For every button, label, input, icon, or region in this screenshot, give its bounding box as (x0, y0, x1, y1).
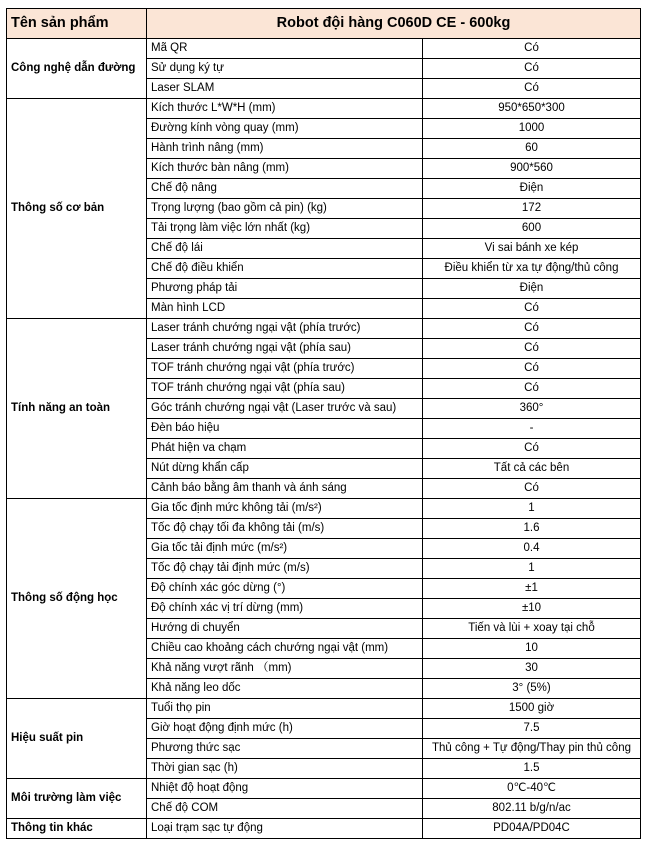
spec-name: Khả năng leo dốc (147, 679, 423, 699)
spec-name: Đèn báo hiệu (147, 419, 423, 439)
spec-value: PD04A/PD04C (423, 819, 641, 839)
category-cell: Công nghệ dẫn đường (7, 39, 147, 99)
category-cell: Thông số cơ bản (7, 99, 147, 319)
spec-row (7, 779, 641, 799)
spec-value: 1.6 (423, 519, 641, 539)
spec-name: Tải trọng làm việc lớn nhất (kg) (147, 219, 423, 239)
spec-value: 3° (5%) (423, 679, 641, 699)
spec-name: Sử dụng ký tự (147, 59, 423, 79)
spec-value: Có (423, 59, 641, 79)
spec-value: ±10 (423, 599, 641, 619)
spec-name: Mã QR (147, 39, 423, 59)
spec-value: 900*560 (423, 159, 641, 179)
spec-name: Trọng lượng (bao gồm cả pin) (kg) (147, 199, 423, 219)
category-cell: Tính năng an toàn (7, 319, 147, 499)
spec-name: Màn hình LCD (147, 299, 423, 319)
spec-value: Có (423, 339, 641, 359)
spec-value: 1500 giờ (423, 699, 641, 719)
spec-row (7, 319, 641, 339)
spec-value: Tiến và lùi + xoay tại chỗ (423, 619, 641, 639)
spec-name: Chế độ nâng (147, 179, 423, 199)
spec-name: Phương thức sạc (147, 739, 423, 759)
spec-name: Giờ hoạt động định mức (h) (147, 719, 423, 739)
spec-value: 360° (423, 399, 641, 419)
spec-name: Thời gian sạc (h) (147, 759, 423, 779)
spec-name: Độ chính xác góc dừng (°) (147, 579, 423, 599)
spec-value: Thủ công + Tự động/Thay pin thủ công (423, 739, 641, 759)
spec-row (7, 699, 641, 719)
spec-row (7, 39, 641, 59)
spec-value: 7.5 (423, 719, 641, 739)
spec-name: Chế độ điều khiển (147, 259, 423, 279)
spec-name: Gia tốc định mức không tải (m/s²) (147, 499, 423, 519)
spec-value: 950*650*300 (423, 99, 641, 119)
spec-value: Vi sai bánh xe kép (423, 239, 641, 259)
spec-table-body (7, 9, 641, 839)
spec-row (7, 819, 641, 839)
spec-value: Có (423, 479, 641, 499)
spec-value: Có (423, 379, 641, 399)
spec-name: Laser tránh chướng ngại vật (phía trước) (147, 319, 423, 339)
spec-name: Chế độ lái (147, 239, 423, 259)
category-cell: Môi trường làm việc (7, 779, 147, 819)
spec-name: Đường kính vòng quay (mm) (147, 119, 423, 139)
spec-value: Có (423, 39, 641, 59)
spec-name: Khả năng vượt rãnh （mm) (147, 659, 423, 679)
spec-name: Tốc độ chạy tải định mức (m/s) (147, 559, 423, 579)
spec-value: ±1 (423, 579, 641, 599)
spec-name: Hướng di chuyển (147, 619, 423, 639)
spec-name: Kích thước bàn nâng (mm) (147, 159, 423, 179)
product-title: Robot đội hàng C060D CE - 600kg (147, 9, 641, 39)
spec-table (6, 8, 641, 839)
spec-row (7, 99, 641, 119)
spec-name: Nhiệt độ hoạt động (147, 779, 423, 799)
spec-value: Có (423, 319, 641, 339)
spec-value: 172 (423, 199, 641, 219)
spec-name: Chiều cao khoảng cách chướng ngại vật (mm) (147, 639, 423, 659)
header-label: Tên sản phẩm (7, 9, 147, 39)
spec-name: Loại trạm sạc tự động (147, 819, 423, 839)
spec-name: TOF tránh chướng ngại vật (phía trước) (147, 359, 423, 379)
spec-row (7, 499, 641, 519)
spec-name: Chế độ COM (147, 799, 423, 819)
spec-value: 30 (423, 659, 641, 679)
spec-value: 10 (423, 639, 641, 659)
spec-name: Phương pháp tải (147, 279, 423, 299)
spec-value: 0℃-40℃ (423, 779, 641, 799)
spec-value: Điều khiển từ xa tự động/thủ công (423, 259, 641, 279)
spec-value: Có (423, 439, 641, 459)
spec-value: 0.4 (423, 539, 641, 559)
spec-name: Nút dừng khẩn cấp (147, 459, 423, 479)
spec-name: Tuổi thọ pin (147, 699, 423, 719)
spec-name: Kích thước L*W*H (mm) (147, 99, 423, 119)
spec-value: 1 (423, 559, 641, 579)
category-cell: Thông tin khác (7, 819, 147, 839)
spec-value: 1 (423, 499, 641, 519)
category-cell: Hiệu suất pin (7, 699, 147, 779)
spec-value: Điện (423, 279, 641, 299)
spec-name: Hành trình nâng (mm) (147, 139, 423, 159)
spec-value: 60 (423, 139, 641, 159)
category-cell: Thông số động học (7, 499, 147, 699)
spec-name: Góc tránh chướng ngại vật (Laser trước và sau) (147, 399, 423, 419)
spec-name: Độ chính xác vị trí dừng (mm) (147, 599, 423, 619)
spec-value: 600 (423, 219, 641, 239)
spec-name: Phát hiện va chạm (147, 439, 423, 459)
spec-value: 1.5 (423, 759, 641, 779)
spec-name: Gia tốc tải định mức (m/s²) (147, 539, 423, 559)
spec-value: Điện (423, 179, 641, 199)
spec-value: Có (423, 299, 641, 319)
spec-value: Tất cả các bên (423, 459, 641, 479)
spec-value: Có (423, 79, 641, 99)
spec-name: Tốc độ chạy tối đa không tải (m/s) (147, 519, 423, 539)
spec-name: Laser SLAM (147, 79, 423, 99)
spec-name: TOF tránh chướng ngại vật (phía sau) (147, 379, 423, 399)
spec-value: 802.11 b/g/n/ac (423, 799, 641, 819)
spec-name: Cảnh báo bằng âm thanh và ánh sáng (147, 479, 423, 499)
spec-name: Laser tránh chướng ngại vật (phía sau) (147, 339, 423, 359)
header-row (7, 9, 641, 39)
spec-value: - (423, 419, 641, 439)
spec-value: 1000 (423, 119, 641, 139)
spec-value: Có (423, 359, 641, 379)
